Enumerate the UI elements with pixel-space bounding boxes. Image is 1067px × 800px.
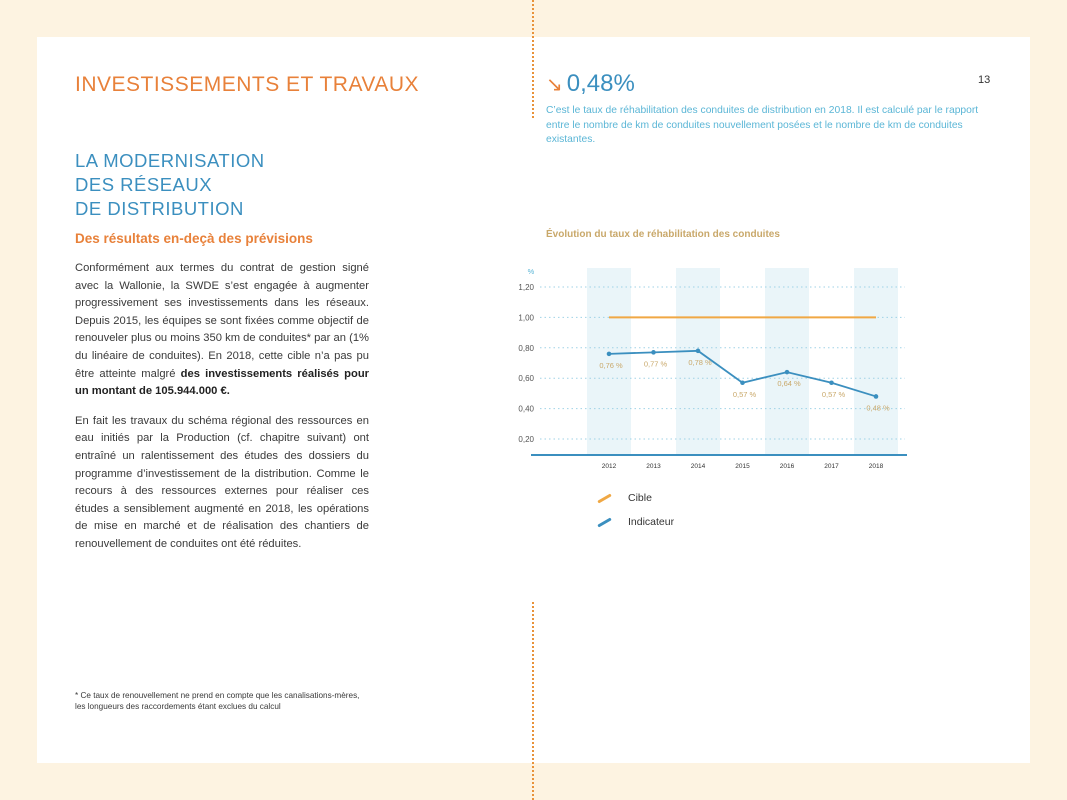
legend-label-indicateur: Indicateur [628,516,675,528]
y-tick-label: 0,80 [518,343,534,353]
y-tick-label: 1,20 [518,283,534,292]
x-tick-label: 2016 [779,463,795,470]
y-tick-label: 0,20 [518,435,534,444]
data-label: 0,57 % [821,389,846,399]
chart-title: Évolution du taux de réhabilitation des conduites [546,229,780,240]
data-point [607,352,612,357]
page-number: 13 [978,74,991,86]
data-label: 0,77 % [643,359,668,369]
data-label: 0,76 % [599,360,623,370]
legend-swatch-cible [597,493,611,503]
data-label: 0,57 % [732,389,757,399]
data-label: 0,78 % [688,357,712,367]
x-tick-label: 2018 [868,463,884,470]
data-label: 0,48 % [866,403,890,413]
stat-description: C’est le taux de réhabilitation des conduites de distribution en 2018. Il est calculé par le rapport entre le nombre de km de conduites nouvellement posées et le nombre de km de conduites existantes. [546,105,979,145]
column-band [854,268,898,455]
y-tick-label: 1,00 [518,313,534,323]
paragraph-2: En fait les travaux du schéma régional des ressources en eau initiés par la Production (cf. chapitre suivant) ont entraîné un ralentissement des études des dossiers du programme d’investissement de la distribution. Comme le recours à des ressources externes pour réaliser ces études a sensiblement augmenté en 2018, les opérations de mise en marché et de réalisation des chantiers de renouvellement de conduites ont été réduites. [75,414,369,550]
y-axis-unit: % [527,267,535,276]
legend-item-indicateur [597,510,674,534]
x-tick-label: 2014 [690,463,706,470]
column-band [765,268,809,455]
x-tick-label: 2015 [735,463,750,470]
legend-label-cible: Cible [628,492,652,504]
data-point [696,349,701,354]
section-title-line: DE DISTRIBUTION [75,198,244,219]
y-tick-label: 0,40 [518,404,534,414]
data-point [829,380,834,385]
footnote-line: * Ce taux de renouvellement ne prend en compte que les canalisations-mères, [75,691,360,700]
data-point [785,370,790,375]
footnote-line: les longueurs des raccordements étant exclues du calcul [75,701,281,711]
x-tick-label: 2017 [824,463,839,470]
data-point [740,380,745,385]
section-title-line: DES RÉSEAUX [75,174,213,195]
section-title-line: LA MODERNISATION [75,150,265,171]
chart-legend [597,486,674,534]
legend-item-cible [597,486,674,510]
paragraph-1-bold: des investissements réalisés pour un montant de 105.944.000 €. [75,367,370,398]
data-point [651,350,656,355]
subheading: Des résultats en-deçà des prévisions [75,231,313,246]
x-tick-label: 2012 [601,463,617,470]
data-label: 0,64 % [777,379,801,389]
paragraph-1-text: Conformément aux termes du contrat de gestion signé avec la Wallonie, la SWDE s’est engagée à augmenter progressivement ses investissements dans les réseaux. Depuis 2015, les équipes se sont fixées comme objectif de renouveler plus ou moins 350 km de conduites* par an (1% du linéaire de conduites). En 2018, cette cible n’a pas pu être atteinte malgré [75,262,369,380]
main-title: INVESTISSEMENTS ET TRAVAUX [75,73,420,96]
data-point [874,394,879,399]
x-tick-label: 2013 [646,463,661,470]
legend-swatch-indicateur [597,517,611,527]
y-tick-label: 0,60 [518,374,534,384]
arrow-down-right-icon: ↘ [546,74,563,96]
stat-value: 0,48% [566,70,635,97]
